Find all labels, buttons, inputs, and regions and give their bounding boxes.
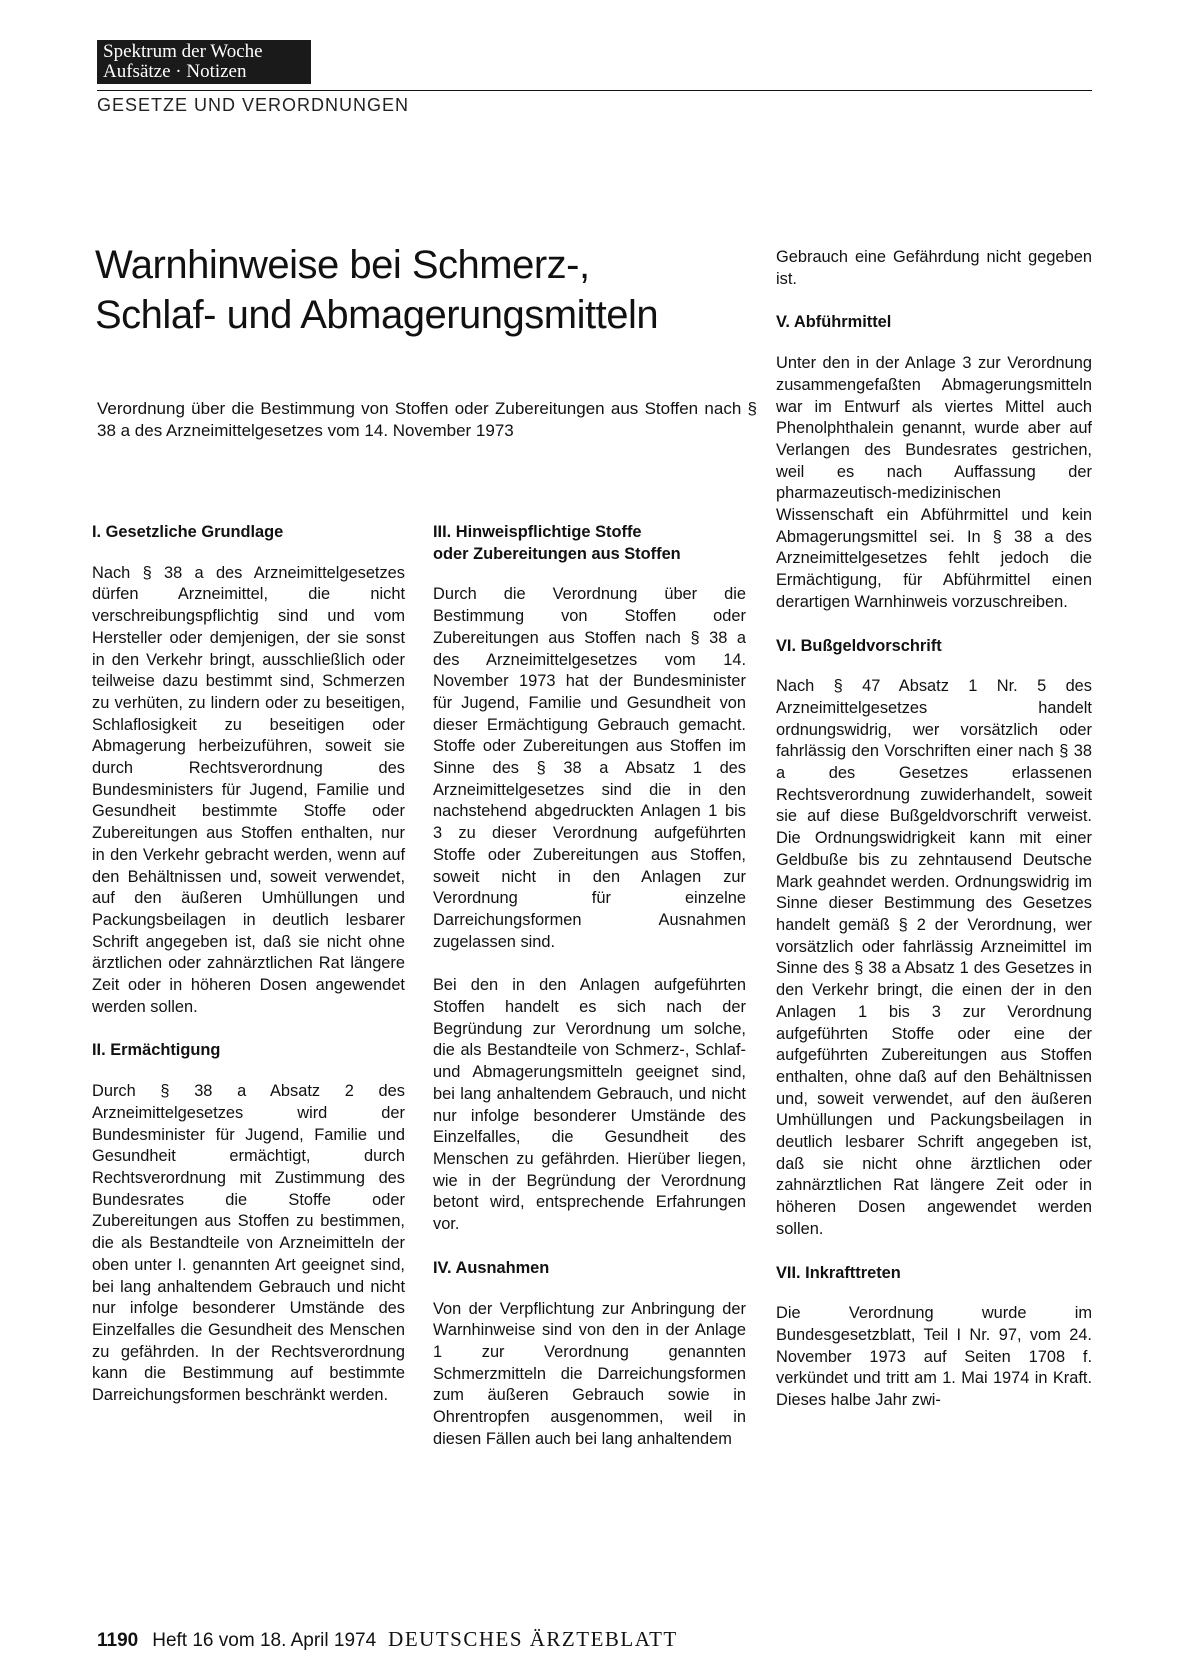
page-footer xyxy=(97,1627,678,1652)
section-text-3a: Durch die Verordnung über die Bestimmung von Stoffen oder Zubereitungen aus Stoffen nach § 38 a des Arzneimittelgesetzes vom 14. November 1973 hat der Bundesminister für Jugend, Familie und Gesundheit von dieser Ermächtigung Gebrauch gemacht. Stoffe oder Zubereitungen aus Stoffen im Sinne des § 38 a Absatz 1 des Arzneimittelgesetzes sind die in den nachstehend abgedruckten Anlagen 1 bis 3 zu dieser Verordnung aufgeführten Stoffe oder Zubereitungen aus Stoffen, soweit nicht in den Anlagen zur Verordnung für einzelne Darreichungsformen Ausnahmen zugelassen sind. xyxy=(433,585,746,951)
article-title-line1: Warnhinweise bei Schmerz-, xyxy=(95,243,590,287)
section-divider xyxy=(97,90,1092,91)
section-heading-2: II. Ermächtigung xyxy=(92,1041,221,1060)
section-heading-5: V. Abführmittel xyxy=(776,313,892,332)
section-heading-1: I. Gesetzliche Grundlage xyxy=(92,523,284,541)
section-heading-6: VI. Bußgeldvorschrift xyxy=(776,636,942,655)
article-title-line2: Schlaf- und Abmagerungsmitteln xyxy=(95,293,659,337)
rubric-badge-line2: Aufsätze · Notizen xyxy=(103,61,247,82)
magazine-name: DEUTSCHES ÄRZTEBLATT xyxy=(388,1627,678,1651)
section-heading-3-line1: III. Hinweispflichtige Stoffe xyxy=(433,523,642,541)
section-label: GESETZE UND VERORDNUNGEN xyxy=(97,95,410,115)
column-2 xyxy=(433,522,746,1450)
section-text-5: Unter den in der Anlage 3 zur Verordnung zusammengefaßten Abmagerungsmitteln war im Entwurf als viertes Mittel auch Phenolphthalein genannt, wurde aber auf Verlangen des Bundesrates gestrichen, weil es nach Auffassung der pharmazeutisch-medizinischen Wissenschaft ein Abführmittel und kein Abmagerungsmittel sei. In § 38 a des Arzneimittelgesetzes fehlt jedoch die Ermächtigung, für Abführmittel einen derartigen Warnhinweis vorzuschreiben. xyxy=(776,354,1092,611)
article-subtitle: Verordnung über die Bestimmung von Stoffen oder Zubereitungen aus Stoffen nach § 38 a des Arzneimittelgesetzes vom 14. November 1973 xyxy=(97,399,757,440)
section-text-6: Nach § 47 Absatz 1 Nr. 5 des Arzneimittelgesetzes handelt ordnungswidrig, wer vorsätzlich oder fahrlässig den Vorschriften einer nach § 38 a des Gesetzes erlassenen Rechtsverordnung zuwiderhandelt, soweit sie auf diese Bußgeldvorschrift verweist. Die Ordnungswidrigkeit kann mit einer Geldbuße bis zu zehntausend Deutsche Mark geahndet werden. Ordnungswidrig im Sinne dieser Bestimmung des Gesetzes handelt gemäß § 2 der Verordnung, wer vorsätzlich oder fahrlässig Arzneimittel im Sinne des § 38 a Absatz 1 des Gesetzes in den Verkehr bringt, die einen der in den Anlagen 1 bis 3 zur Verordnung aufgeführten Stoffe oder eine der aufgeführten Zubereitungen aus Stoffen enthalten, ohne daß auf den Behältnissen und, soweit verwendet, auf den äußeren Umhüllungen und Packungsbeilagen in deutlich lesbarer Schrift angegeben ist, daß sie nicht ohne ärztlichen oder zahnärztlichen Rat längere Zeit oder in höheren Dosen angewendet werden sollen. xyxy=(776,677,1092,1238)
section-heading-4: IV. Ausnahmen xyxy=(433,1258,550,1277)
rubric-badge-line1: Spektrum der Woche xyxy=(103,41,263,62)
article-title xyxy=(95,240,715,340)
page-number: 1190 xyxy=(97,1630,139,1651)
section-heading-3 xyxy=(433,522,746,565)
section-text-4: Von der Verpflichtung zur Anbringung der Warnhinweise sind von den in der Anlage 1 zur Verordnung genannten Schmerzmitteln die Darreichungsformen zum äußeren Gebrauch sowie in Ohrentropfen ausgenommen, weil in diesen Fällen auch bei lang anhaltendem xyxy=(433,1299,746,1448)
rubric-badge xyxy=(97,40,311,84)
issue-info: Heft 16 vom 18. April 1974 xyxy=(152,1630,377,1651)
column-3 xyxy=(776,247,1092,1412)
section-heading-3-line2: oder Zubereitungen aus Stoffen xyxy=(433,544,681,563)
section-text-2: Durch § 38 a Absatz 2 des Arzneimittelgesetzes wird der Bundesminister für Jugend, Familie und Gesundheit ermächtigt, durch Rechtsverordnung mit Zustimmung des Bundesrates die Stoffe oder Zubereitungen aus Stoffen zu bestimmen, die als Bestandteile von Arzneimitteln der oben unter I. genannten Art geeignet sind, bei lang anhaltendem Gebrauch und nicht nur infolge besonderer Umstände des Einzelfalles die Gesundheit des Menschen zu gefährden. In der Rechtsverordnung kann die Bestimmung auf bestimmte Darreichungsformen beschränkt werden. xyxy=(92,1082,405,1405)
section-text-7: Die Verordnung wurde im Bundesgesetzblatt, Teil I Nr. 97, vom 24. November 1973 auf Seiten 1708 f. verkündet und tritt am 1. Mai 1974 in Kraft. Dieses halbe Jahr zwi- xyxy=(776,1304,1092,1410)
section-text-3b: Bei den in den Anlagen aufgeführten Stoffen handelt es sich nach der Begründung zur Verordnung um solche, die als Bestandteile von Schmerz-, Schlaf- und Abmagerungsmitteln geeignet sind, bei lang anhaltendem Gebrauch, und nicht nur infolge besonderer Umstände des Einzelfalles, die Gesundheit des Menschen zu gefährden. Hierüber liegen, wie in der Begründung der Verordnung betont wird, entsprechende Erfahrungen vor. xyxy=(433,976,746,1234)
column-1 xyxy=(92,522,405,1407)
section-heading-7: VII. Inkrafttreten xyxy=(776,1263,901,1282)
section-text-4-continued: Gebrauch eine Gefährdung nicht gegeben ist. xyxy=(776,248,1092,288)
section-text-1: Nach § 38 a des Arzneimittelgesetzes dürfen Arzneimittel, die nicht verschreibungspflichtig sind und vom Hersteller oder demjenigen, der sie sonst in den Verkehr bringt, ausschließlich oder teilweise dazu bestimmt sind, Schmerzen zu verhüten, zu lindern oder zu beseitigen, Schlaflosigkeit zu beseitigen oder Abmagerung herbeizuführen, soweit sie durch Rechtsverordnung des Bundesministers für Jugend, Familie und Gesundheit bestimmte Stoffe oder Zubereitungen aus Stoffen enthalten, nur in den Verkehr gebracht werden, wenn auf den Behältnissen und, soweit verwendet, auf den äußeren Umhüllungen und Packungsbeilagen in deutlich lesbarer Schrift angegeben ist, daß sie nicht ohne ärztlichen oder zahnärztlichen Rat längere Zeit oder in höheren Dosen angewendet werden sollen. xyxy=(92,563,405,1016)
